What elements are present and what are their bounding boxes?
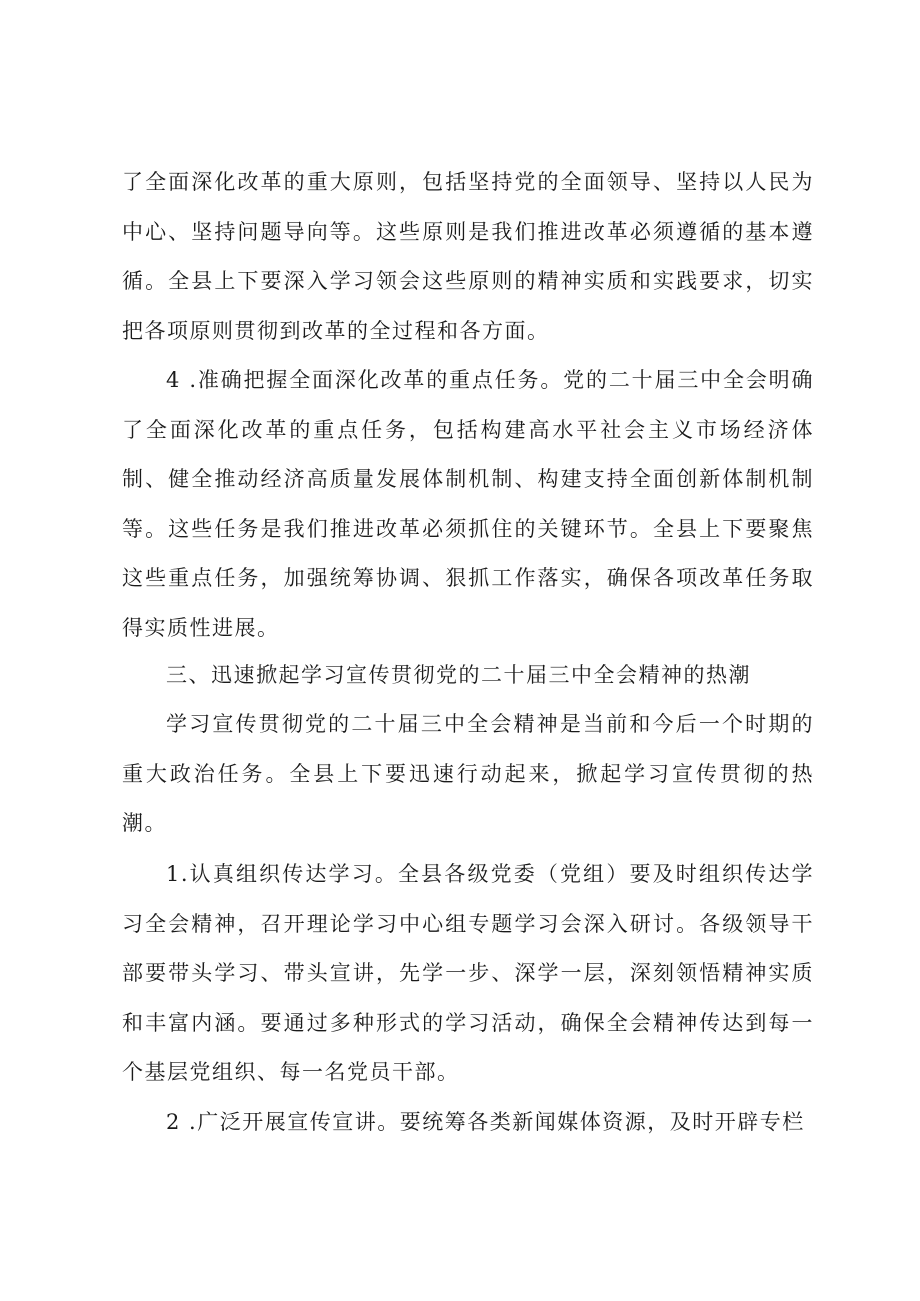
paragraph-item-4: 4 .准确把握全面深化改革的重点任务。党的二十届三中全会明确了全面深化改革的重点任务，包括构建高水平社会主义市场经济体制、健全推动经济高质量发展体制机制、构建支持全面创新体制机制等。这些任务是我们推进改革必须抓住的关键环节。全县上下要聚焦这些重点任务，加强统筹协调、狠抓工作落实，确保各项改革任务取得实质性进展。 <box>122 368 814 640</box>
section-3-heading: 三、迅速掀起学习宣传贯彻党的二十届三中全会精神的热潮 <box>166 663 751 687</box>
paragraph-section-3-intro: 学习宣传贯彻党的二十届三中全会精神是当前和今后一个时期的重大政治任务。全县上下要迅速行动起来，掀起学习宣传贯彻的热潮。 <box>122 712 814 835</box>
paragraph-item-2: 2 .广泛开展宣传宣讲。要统筹各类新闻媒体资源，及时开辟专栏 <box>166 1110 805 1134</box>
paragraph-continuation: 了全面深化改革的重大原则，包括坚持党的全面领导、坚持以人民为中心、坚持问题导向等。这些原则是我们推进改革必须遵循的基本遵循。全县上下要深入学习领会这些原则的精神实质和实践要求，切实把各项原则贯彻到改革的全过程和各方面。 <box>122 170 814 343</box>
paragraph-item-1: 1.认真组织传达学习。全县各级党委（党组）要及时组织传达学习全会精神，召开理论学习中心组专题学习会深入研讨。各级领导干部要带头学习、带头宣讲，先学一步、深学一层，深刻领悟精神实质和丰富内涵。要通过多种形式的学习活动，确保全会精神传达到每一个基层党组织、每一名党员干部。 <box>122 862 814 1084</box>
